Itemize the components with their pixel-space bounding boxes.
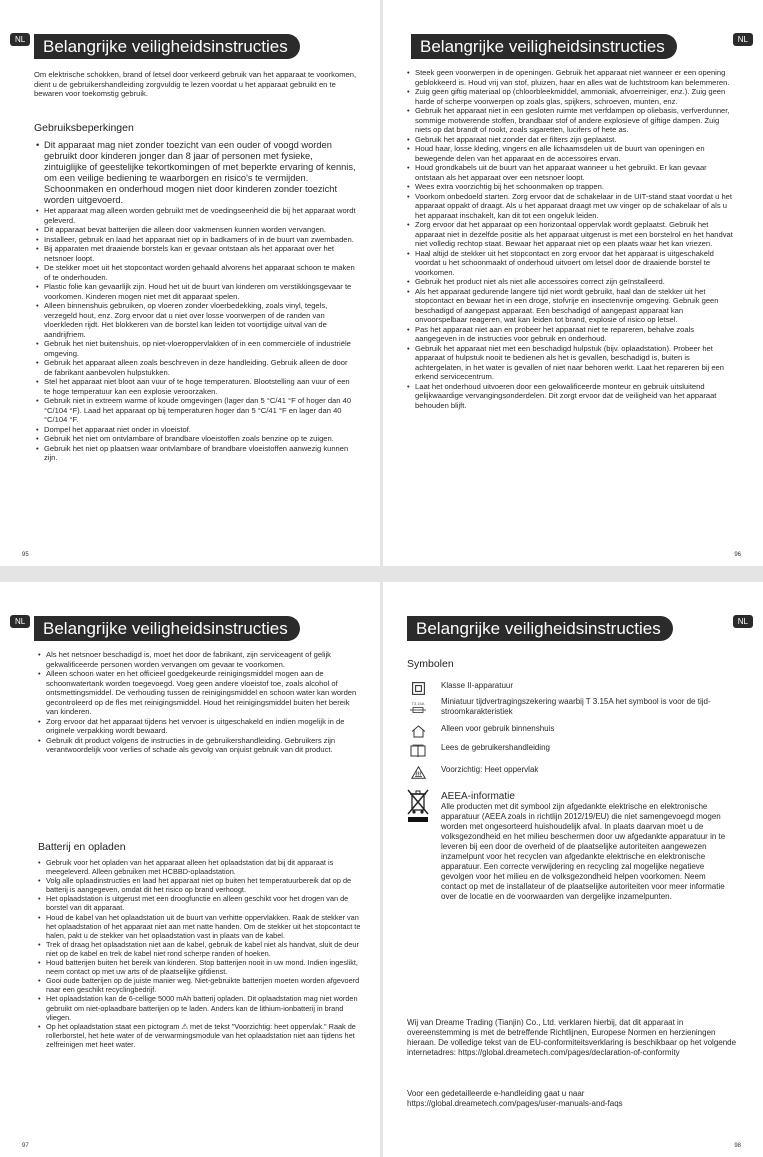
manual-page-95 (0, 0, 380, 566)
list-item: • Installeer, gebruik en laad het apparaat niet op in badkamers of in de buurt van zwembaden. (36, 235, 358, 245)
list-item: • Gebruik het product niet als niet alle accessoires correct zijn geïnstalleerd. (407, 277, 737, 287)
weee-block (407, 789, 737, 959)
list-item: • Het apparaat mag alleen worden gebruikt met de voedingseenheid die bij het apparaat wordt geleverd. (36, 206, 358, 225)
list-item: • Gebruik niet in extreem warme of koude omgevingen (lager dan 5 °C/41 °F of hoger dan 40 °C/104 °F). Laad het apparaat op bij temperaturen hoger dan 5 °C/41 °F en lager dan 40 °C/104 °F. (36, 396, 358, 425)
list-item: • Als het apparaat gedurende langere tijd niet wordt gebruikt, haal dan de stekker uit het stopcontact en bewaar het in een droge, stofvrije en insectenvrije omgeving. Gebruik geen beschadigd of aangepast apparaat. Een beschadigd of aangepast apparaat kan onvoorspelbaar reageren, wat kan leiden tot brand, explosie of risico op letsel. (407, 287, 737, 325)
list-item: • Houd batterijen buiten het bereik van kinderen. Stop batterijen nooit in uw mond. Indien ingeslikt, neem contact op met uw arts of de plaatselijke gifdienst. (38, 958, 362, 976)
page-title: Belangrijke veiligheidsinstructies (34, 34, 300, 59)
list-item: • Trek of draag het oplaadstation niet aan de kabel, gebruik de kabel niet als handvat, sluit de deur niet op de kabel en trek de kabel niet rond scherpe randen of hoeken. (38, 940, 362, 958)
declaration-text: Wij van Dreame Trading (Tianjin) Co., Ltd. verklaren hierbij, dat dit apparaat in overeenstemming is met de betreffende Richtlijnen, Europese Normen en herzieningen hieraan. De volledige tekst van de EU-conformiteitsverklaring is beschikbaar op het volgende internetadres: https://global.dreametech.com/pages/declaration-of-conformity (407, 1018, 737, 1057)
list-item: • Gebruik het apparaat niet in een gesloten ruimte met verfdampen op oliebasis, verfverdunner, sommige motwerende stoffen, brandbaar stof of andere explosieve of giftige dampen. Zuig niets op dat brandt of rookt, zoals sigaretten, lucifers of hete as. (407, 106, 737, 135)
list-item: • Alleen binnenshuis gebruiken, op vloeren zonder vloerbedekking, zoals vinyl, tegels, verzegeld hout, enz. Zorg ervoor dat u niet over losse voorwerpen of de randen van vloerkleden rijdt. Het blokkeren van de borstel kan leiden tot voortijdige uitval van de aandrijfriem. (36, 301, 358, 339)
list-item: • Bij apparaten met draaiende borstels kan er gevaar ontstaan als het apparaat over het netsnoer loopt. (36, 244, 358, 263)
page-number: 97 (22, 1143, 29, 1149)
list-item: • Als het netsnoer beschadigd is, moet het door de fabrikant, zijn serviceagent of gelijk gekwalificeerde personen worden vervangen om gevaar te voorkomen. (38, 650, 362, 669)
symbol-row (407, 724, 737, 738)
list-item: • Laat het onderhoud uitvoeren door een gekwalificeerde monteur en gebruik uitsluitend gelijkwaardige vervangingsonderdelen. Dit zorgt ervoor dat de veiligheid van het apparaat behouden blijft. (407, 382, 737, 411)
list-item: • Gebruik het niet om ontvlambare of brandbare vloeistoffen zoals benzine op te zuigen. (36, 434, 358, 444)
list-item: • Wees extra voorzichtig bij het schoonmaken op trappen. (407, 182, 737, 192)
language-tag: NL (10, 615, 30, 628)
list-item: • Zorg ervoor dat het apparaat tijdens het vervoer is uitgeschakeld en indien mogelijk in de originele verpakking wordt bewaard. (38, 717, 362, 736)
page-title: Belangrijke veiligheidsinstructies (407, 616, 673, 641)
list-item: • Stel het apparaat niet bloot aan vuur of te hoge temperaturen. Blootstelling aan vuur of een te hoge temperatuur kan een explosie veroorzaken. (36, 377, 358, 396)
symbol-text: Lees de gebruikershandleiding (441, 743, 550, 752)
symbol-row (407, 743, 737, 757)
page-number: 95 (22, 552, 29, 558)
symbol-text: Voorzichtig: Heet oppervlak (441, 765, 539, 774)
usage-limits-list (36, 140, 358, 463)
fuse-icon-label: T3.15A (411, 700, 425, 706)
list-item: • Haal altijd de stekker uit het stopcontact en zorg ervoor dat het apparaat is uitgeschakeld voordat u het schoonmaakt of onderhoud uitvoert om letsel door de draaiende borstel te voorkomen. (407, 249, 737, 278)
list-item: • Gebruik dit product volgens de instructies in de gebruikershandleiding. Gebruikers zijn verantwoordelijk voor verlies of schade als gevolg van onjuist gebruik van dit product. (38, 736, 362, 755)
list-item: • Dit apparaat mag niet zonder toezicht van een ouder of voogd worden gebruikt door kinderen jonger dan 8 jaar of personen met fysieke, zintuiglijke of geestelijke tekortkomingen of met beperkte ervaring of kennis, om een veilige bediening te waarborgen en risico's te vermijden. Schoonmaken en onderhoud mogen niet door kinderen zonder toezicht worden uitgevoerd. (36, 140, 358, 206)
list-item: • Gebruik het niet op plaatsen waar ontvlambare of brandbare vloeistoffen aanwezig kunnen zijn. (36, 444, 358, 463)
fuse-icon (410, 697, 426, 717)
list-item: • Het oplaadstation is uitgerust met een droogfunctie en alleen geschikt voor het drogen van de borstel van dit apparaat. (38, 894, 362, 912)
language-tag: NL (10, 33, 30, 46)
list-item: • Zorg ervoor dat het apparaat op een horizontaal oppervlak wordt geplaatst. Gebruik het apparaat niet in dezelfde positie als het apparaat uitgerust is met een borstelrol en het handvat niet volledig rechtop staat. Bewaar het apparaat niet op een plaats waar het kan vriezen. (407, 220, 737, 249)
symbol-text: Alleen voor gebruik binnenshuis (441, 724, 555, 733)
list-item: • Plastic folie kan gevaarlijk zijn. Houd het uit de buurt van kinderen om verstikkingsgevaar te voorkomen. Kinderen mogen niet met dit apparaat spelen. (36, 282, 358, 301)
list-item: • Op het oplaadstation staat een pictogram ⚠ met de tekst "Voorzichtig: heet oppervlak." Raak de rollerborstel, het hete water of de verwarmingsmodule van het oplaadstation niet aan tijdens het zelfreinigen met heet water. (38, 1022, 362, 1049)
language-tag: NL (733, 33, 753, 46)
list-item: • Volg alle oplaadinstructies en laad het apparaat niet op buiten het temperatuurbereik dat op de batterij is aangegeven, omdat dit het risico op brand verhoogt. (38, 876, 362, 894)
page-title: Belangrijke veiligheidsinstructies (411, 34, 677, 59)
list-item: • Gebruik het apparaat alleen zoals beschreven in deze handleiding. Gebruik alleen de door de fabrikant aanbevolen hulpstukken. (36, 358, 358, 377)
list-item: • Voorkom onbedoeld starten. Zorg ervoor dat de schakelaar in de UIT-stand staat voordat u het apparaat oppakt of draagt. Als u het apparaat draagt met uw vinger op de schakelaar of als u het apparaat inschakelt, kan dit tot een ongeluk leiden. (407, 192, 737, 221)
list-item: • Dompel het apparaat niet onder in vloeistof. (36, 425, 358, 435)
page-number: 98 (734, 1143, 741, 1149)
list-item: • Zuig geen giftig materiaal op (chloorbleekmiddel, ammoniak, afvoerreiniger, enz.). Zuig geen harde of scherpe voorwerpen op zoals glas, spijkers, schroeven, munten, enz. (407, 87, 737, 106)
manual-page-98 (383, 582, 763, 1157)
section-title-battery: Batterij en opladen (38, 841, 126, 853)
read-manual-icon (410, 743, 426, 757)
list-item: • Gebruik voor het opladen van het apparaat alleen het oplaadstation dat bij dit apparaat is meegeleverd. Alleen gebruiken met HCBBD-oplaadstation. (38, 858, 362, 876)
manual-page-96 (383, 0, 763, 566)
symbol-text: Klasse II-apparatuur (441, 681, 514, 690)
section-title-symbols: Symbolen (407, 658, 454, 670)
weee-bin-icon (407, 789, 429, 823)
list-item: • Gebruik het apparaat niet zonder dat er filters zijn geplaatst. (407, 135, 737, 145)
list-item: • Het oplaadstation kan de 6-cellige 5000 mAh batterij opladen. Dit oplaadstation mag niet worden gebruikt om niet-oplaadbare batterijen op te laden. Anders kan de lithium-ionbatterij in brand vliegen. (38, 994, 362, 1021)
list-item: • Gebruik het niet buitenshuis, op niet-vloeroppervlakken of in een commerciële of industriële omgeving. (36, 339, 358, 358)
list-item: • Steek geen voorwerpen in de openingen. Gebruik het apparaat niet wanneer er een opening geblokkeerd is. Houd vrij van stof, pluizen, haar en alles wat de luchtstroom kan belemmeren. (407, 68, 737, 87)
class-ii-icon (410, 681, 426, 695)
list-item: • Pas het apparaat niet aan en probeer het apparaat niet te repareren, behalve zoals aangegeven in de instructies voor gebruik en onderhoud. (407, 325, 737, 344)
hot-surface-icon (410, 765, 426, 779)
list-item: • Dit apparaat bevat batterijen die alleen door vakmensen kunnen worden vervangen. (36, 225, 358, 235)
list-item: • Alleen schoon water en het officieel goedgekeurde reinigingsmiddel mogen aan de schoonwatertank worden toegevoegd. Voeg geen andere vloeistof toe, zoals alcohol of ontsmettingsmiddel. De verhouding tussen de reinigingsmiddel en schoon water kan worden gecontroleerd op de fles met reinigingsmiddel. Houd het reinigingsmiddel buiten het bereik van kinderen. (38, 669, 362, 717)
list-item: • Houd grondkabels uit de buurt van het apparaat wanneer u het gebruikt. Er kan gevaar ontstaan als het apparaat over een netsnoer loopt. (407, 163, 737, 182)
indoor-house-icon (410, 724, 426, 738)
list-item: • De stekker moet uit het stopcontact worden gehaald alvorens het apparaat schoon te maken of te onderhouden. (36, 263, 358, 282)
weee-title (441, 791, 741, 802)
list-item: • Gooi oude batterijen op de juiste manier weg. Niet-gebruikte batterijen moeten worden afgevoerd naar een geschikt recyclingbedrijf. (38, 976, 362, 994)
battery-list (38, 858, 362, 1049)
manual-page-97 (0, 582, 380, 1157)
symbol-text: Miniatuur tijdvertragingszekering waarbij T 3.15A het symbool is voor de tijd-stroomkarakteristiek (441, 697, 711, 716)
manual-link-text: Voor een gedetailleerde e-handleiding gaat u naar https://global.dreametech.com/pages/user-manuals-and-faqs (407, 1089, 623, 1108)
safety-list-continued (407, 68, 737, 410)
section-title-usage-limits: Gebruiksbeperkingen (34, 122, 134, 134)
list-item: • Houd de kabel van het oplaadstation uit de buurt van verhitte oppervlakken. Raak de stekker van het oplaadstation of het apparaat niet aan met natte handen. Om de stekker uit het stopcontact te halen, pakt u de stekker van het oplaadstation vast in plaats van de kabel. (38, 913, 362, 940)
page-title: Belangrijke veiligheidsinstructies (34, 616, 300, 641)
symbol-row (407, 697, 737, 719)
symbol-row (407, 765, 737, 779)
list-item: • Gebruik het apparaat niet met een beschadigd hulpstuk (bijv. oplaadstation). Probeer het apparaat of hulpstuk nooit te bedienen als het is gevallen, beschadigd is, buiten is achtergelaten, in het water is gevallen of niet naar behoren werkt. Laat het repareren bij een erkend servicecentrum. (407, 344, 737, 382)
page-number: 96 (734, 552, 741, 558)
intro-text: Om elektrische schokken, brand of letsel door verkeerd gebruik van het apparaat te voorkomen, dient u de gebruikershandleiding zorgvuldig te lezen voordat u het apparaat gebruikt en te bewaren voor toekomstig gebruik. (34, 70, 357, 98)
symbol-row (407, 681, 737, 695)
language-tag: NL (733, 615, 753, 628)
list-item: • Houd haar, losse kleding, vingers en alle lichaamsdelen uit de buurt van openingen en bewegende delen van het apparaat en de accessoires ervan. (407, 144, 737, 163)
safety-list-end (38, 650, 362, 755)
weee-heading: AEEA-informatie (441, 791, 515, 802)
weee-text: Alle producten met dit symbool zijn afgedankte elektrische en elektronische apparatuur (AEEA zoals in richtlijn 2012/19/EU) die niet samengevoegd mogen worden met ongesorteerd huishoudelijk afval. In plaats daarvan moet u de volksgezondheid en het milieu beschermen door uw afgedankte apparatuur in te leveren bij een door de overheid of de plaatselijke autoriteiten aangewezen inzamelpunt voor het recyclen van afgedankte elektrische en elektronische apparatuur. Een correcte verwijdering en recycling zal mogelijke negatieve gevolgen voor het milieu en de volksgezondheid helpen voorkomen. Neem contact op met de installateur of de plaatselijke autoriteiten voor meer informatie over de locatie en de voorwaarden van dergelijke inzamelpunten. (441, 802, 726, 901)
